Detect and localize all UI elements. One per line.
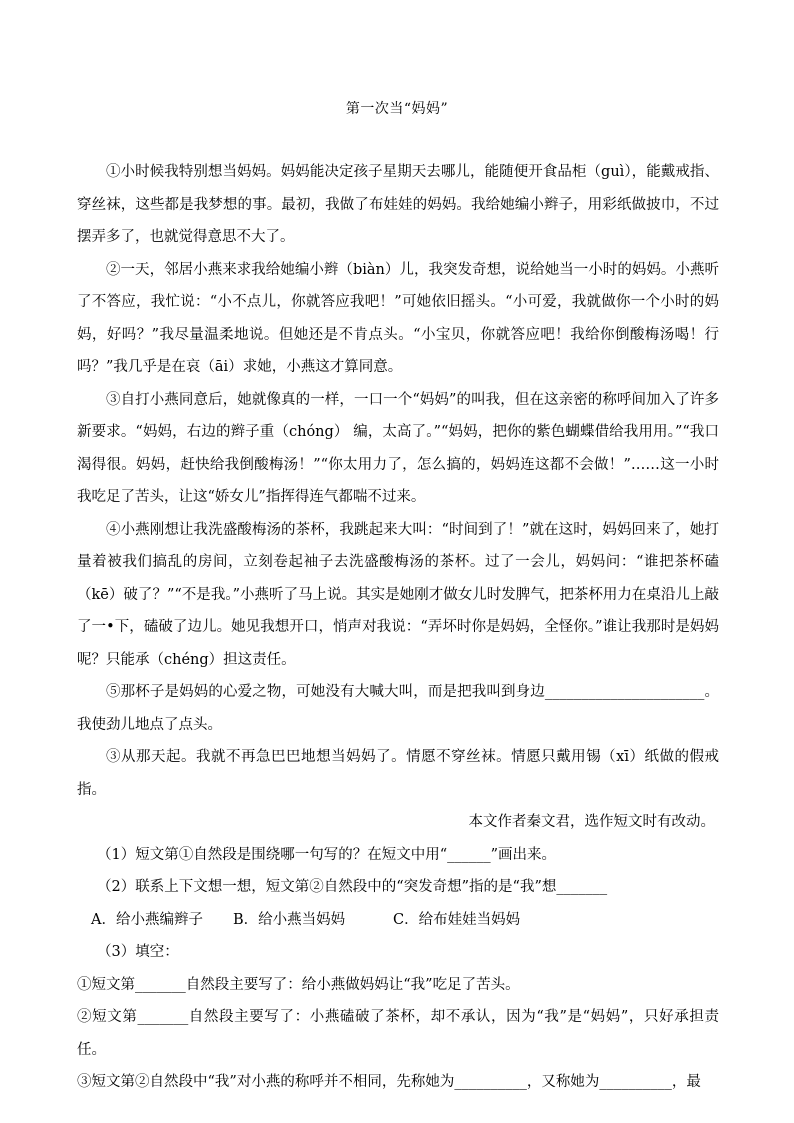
source-note: 本文作者秦文君，选作短文时有改动。 <box>468 814 715 830</box>
question-3-item-2: ②短文第_______自然段主要写了：小燕磕破了茶杯，却不承认，因为“我”是“妈妈”，只好承担责任。 <box>77 1009 719 1058</box>
paragraph-3: ③自打小燕同意后，她就像真的一样，一口一个“妈妈”的叫我，但在这亲密的称呼间加入了许多新要求。“妈妈，右边的辫子重（chóng） 编，太高了。”“妈妈，把你的紫色蝴蝶借给我用用。”“我口渴得很。妈妈，赶快给我倒酸梅汤！”“你太用力了，怎么搞的，妈妈连这都不会做！”……这一小时我吃足了苦头，让这“娇女儿”指挥得连气都喘不过来。 <box>77 391 719 505</box>
question-2: （2）联系上下文想一想，短文第②自然段中的“突发奇想”指的是“我”想_______ <box>97 879 608 895</box>
question-3-item-3: ③短文第②自然段中“我”对小燕的称呼并不相同，先称她为__________，又称她为__________，最 <box>77 1074 701 1090</box>
paragraph-6: ③从那天起。我就不再急巴巴地想当妈妈了。情愿不穿丝袜。情愿只戴用锡（xī）纸做的假戒指。 <box>77 749 719 798</box>
page-title: 第一次当“妈妈” <box>345 101 449 117</box>
paragraph-2: ②一天，邻居小燕来求我给她编小辫（biàn）儿，我突发奇想，说给她当一小时的妈妈。小燕听了不答应，我忙说：“小不点儿，你就答应我吧！”可她依旧摇头。“小可爱，我就做你一个小时的妈妈，好吗？”我尽量温柔地说。但她还是不肯点头。“小宝贝，你就答应吧！我给你倒酸梅汤喝！行吗？”我几乎是在哀（āi）求她，小燕这才算同意。 <box>77 261 719 375</box>
question-1: （1）短文第①自然段是围绕哪一句写的？在短文中用“______”画出来。 <box>97 846 557 863</box>
option-a: A．给小燕编辫子 <box>91 911 203 928</box>
paragraph-4: ④小燕刚想让我洗盛酸梅汤的茶杯，我跳起来大叫：“时间到了！”就在这时，妈妈回来了，她打量着被我们搞乱的房间，立刻卷起袖子去洗盛酸梅汤的茶杯。过了一会儿，妈妈问：“谁把茶杯磕（kē）破了？”“不是我。”小燕听了马上说。其实是她刚才做女儿时发脾气，把茶杯用力在桌沿儿上敲了一•下，磕破了边儿。她见我想开口，悄声对我说：“弄坏时你是妈妈，全怪你。”谁让我那时是妈妈呢？只能承（chéng）担这责任。 <box>77 521 719 668</box>
question-3-item-1: ①短文第_______自然段主要写了：给小燕做妈妈让“我”吃足了苦头。 <box>77 976 520 993</box>
paragraph-1: ①小时候我特别想当妈妈。妈妈能决定孩子星期天去哪儿，能随便开食品柜（guì），能戴戒指、穿丝袜，这些都是我梦想的事。最初，我做了布娃娃的妈妈。我给她编小辫子，用彩纸做披巾，不过摆弄多了，也就觉得意思不大了。 <box>77 164 719 245</box>
paragraph-5: ⑤那杯子是妈妈的心爱之物，可她没有大喊大叫，而是把我叫到身边______________________。我使劲儿地点了点头。 <box>77 684 719 733</box>
question-3: （3）填空： <box>97 944 179 960</box>
option-b: B．给小燕当妈妈 <box>233 911 346 928</box>
option-c: C．给布娃娃当妈妈 <box>393 911 521 928</box>
article-body <box>77 156 719 1099</box>
question-2-options <box>77 904 719 937</box>
